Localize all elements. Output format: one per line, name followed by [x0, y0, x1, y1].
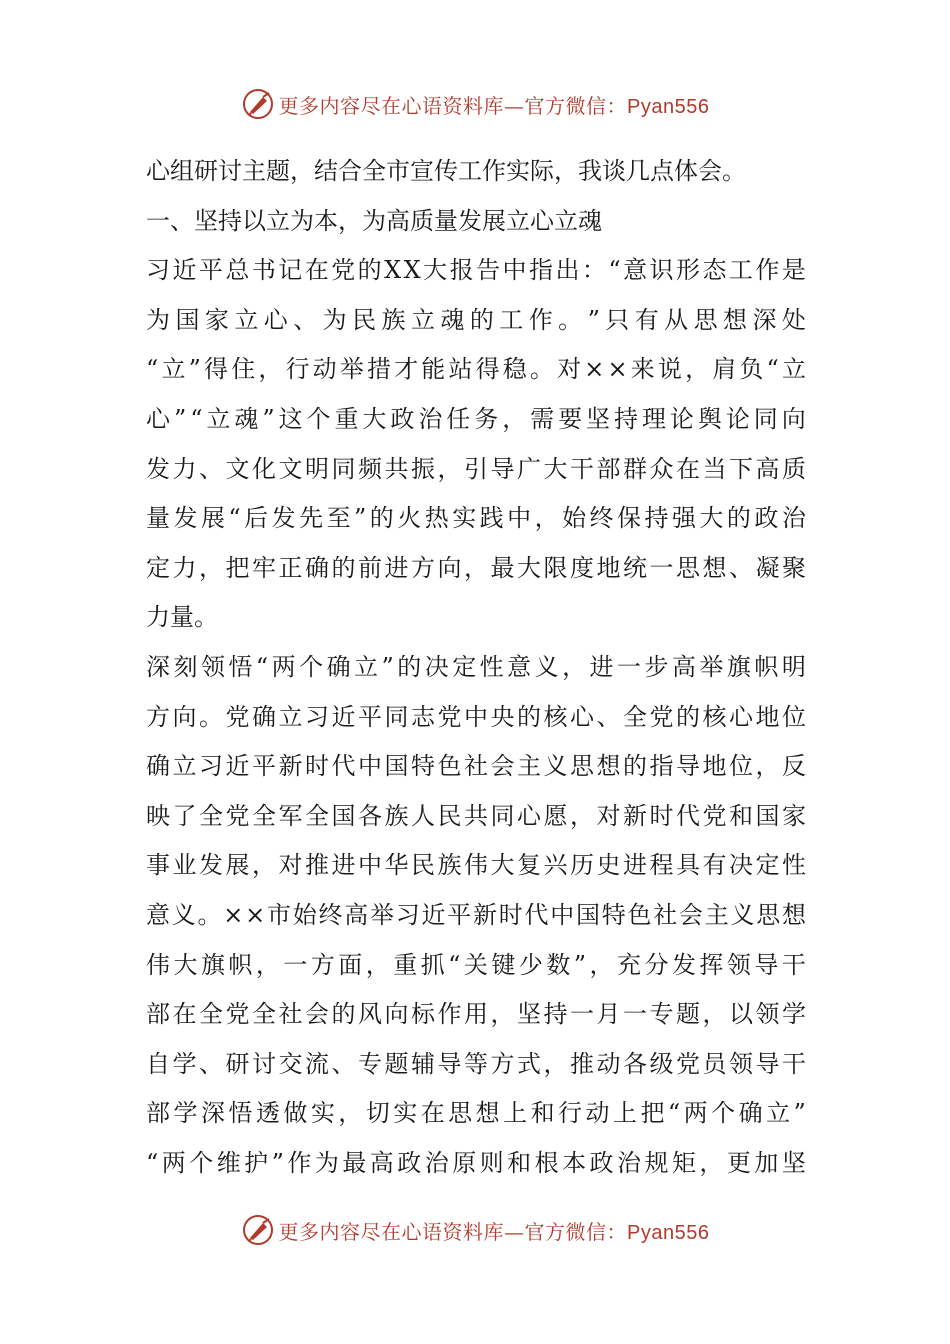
pen-nib-icon: [241, 87, 275, 121]
document-line: 发 力 、 文 化 文 明 同 频 共 振 ， 引 导 广 大 干 部 群 众 在 当 下 高 质: [146, 454, 806, 483]
footer-banner-text: 更多内容尽在心语资料库—官方微信：Pyan556: [278, 1219, 710, 1244]
document-line: 映 了 全 党 全 军 全 国 各 族 人 民 共 同 心 愿 ， 对 新 时 代 党 和 国 家: [146, 801, 806, 830]
document-line: 部 学 深 悟 透 做 实 ， 切 实 在 思 想 上 和 行 动 上 把 “ 两 个 确 立 ”: [146, 1099, 806, 1128]
document-body: [146, 147, 806, 1188]
document-line: 力量。: [146, 603, 218, 632]
document-line: 事 业 发 展 ， 对 推 进 中 华 民 族 伟 大 复 兴 历 史 进 程 具 有 决 定 性: [146, 851, 806, 880]
document-line: 深 刻 领 悟 “ 两 个 确 立 ” 的 决 定 性 意 义 ， 进 一 步 高 举 旗 帜 明: [146, 652, 806, 681]
header-wechat-id: Pyan556: [627, 95, 710, 118]
document-line: 心 ” “ 立 魂 ” 这 个 重 大 政 治 任 务 ， 需 要 坚 持 理 论 舆 论 同 向: [146, 404, 806, 433]
header-banner-text: 更多内容尽在心语资料库—官方微信：Pyan556: [278, 93, 710, 118]
document-line: 方 向 。 党 确 立 习 近 平 同 志 党 中 央 的 核 心 、 全 党 的 核 心 地 位: [146, 702, 806, 731]
document-line: 量 发 展 “ 后 发 先 至 ” 的 火 热 实 践 中 ， 始 终 保 持 强 大 的 政 治: [146, 504, 806, 533]
document-line: 一、坚持以立为本，为高质量发展立心立魂: [146, 206, 602, 235]
document-line: 为 国 家 立 心 、 为 民 族 立 魂 的 工 作 。 ” 只 有 从 思 想 深 处: [146, 305, 806, 334]
document-line: 定 力 ， 把 牢 正 确 的 前 进 方 向 ， 最 大 限 度 地 统 一 思 想 、 凝 聚: [146, 553, 806, 582]
footer-watermark-banner: [0, 1210, 950, 1250]
document-line: 伟 大 旗 帜 ， 一 方 面 ， 重 抓 “ 关 键 少 数 ” ， 充 分 发 挥 领 导 干: [146, 950, 806, 979]
document-line: “ 两 个 维 护 ” 作 为 最 高 政 治 原 则 和 根 本 政 治 规 矩 ， 更 加 坚: [146, 1148, 806, 1177]
document-line: 心组研讨主题，结合全市宣传工作实际，我谈几点体会。: [146, 157, 746, 185]
document-line: 部 在 全 党 全 社 会 的 风 向 标 作 用 ， 坚 持 一 月 一 专 题 ， 以 领 学: [146, 1000, 806, 1029]
header-watermark-banner: [0, 84, 950, 124]
footer-wechat-id: Pyan556: [627, 1221, 710, 1244]
document-line: 确 立 习 近 平 新 时 代 中 国 特 色 社 会 主 义 思 想 的 指 导 地 位 ， 反: [146, 752, 806, 781]
document-line: 习 近 平 总 书 记 在 党 的 X X 大 报 告 中 指 出 ： “ 意 识 形 态 工 作 是: [146, 256, 806, 285]
document-line: “ 立 ” 得 住 ， 行 动 举 措 才 能 站 得 稳 。 对 × × 来 说 ， 肩 负 “ 立: [146, 355, 806, 384]
document-line: 自 学 、 研 讨 交 流 、 专 题 辅 导 等 方 式 ， 推 动 各 级 党 员 领 导 干: [146, 1049, 806, 1078]
pen-nib-icon: [241, 1213, 275, 1247]
document-line: 意 义 。 × × 市 始 终 高 举 习 近 平 新 时 代 中 国 特 色 社 会 主 义 思 想: [146, 900, 806, 929]
